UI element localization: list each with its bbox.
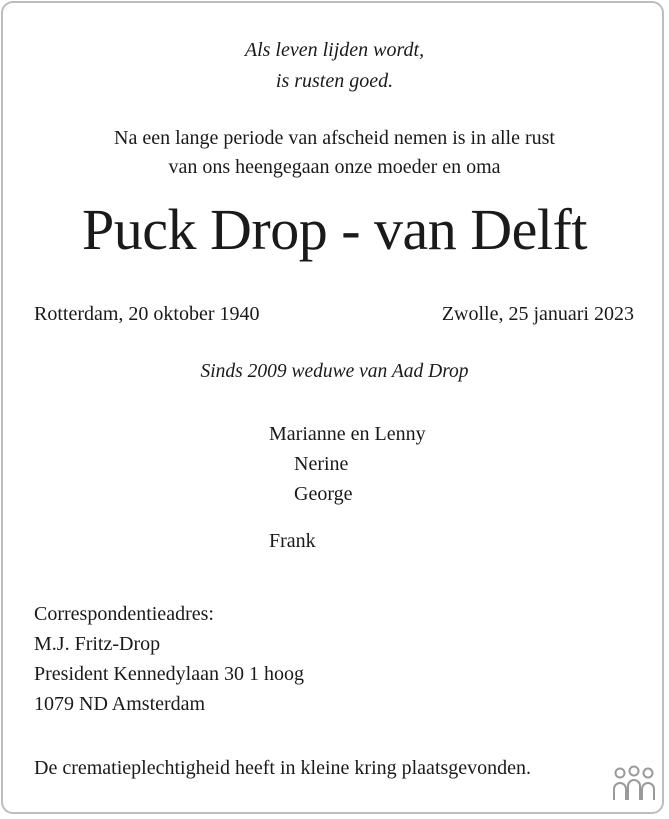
address-street: President Kennedylaan 30 1 hoog [34,663,304,685]
closing-line: De crematieplechtigheid heeft in kleine kring plaatsgevonden. [34,757,532,779]
people-group-icon [611,764,657,802]
family-line-2: Nerine [294,453,349,475]
family-line-1: Marianne en Lenny [269,423,426,445]
motto-line-1: Als leven lijden wordt, [244,39,425,61]
intro-line-2: van ons heengegaan onze moeder en oma [168,156,501,178]
intro-line-1: Na een lange periode van afscheid nemen is in alle rust [114,127,555,149]
address-heading: Correspondentieadres: [34,603,214,625]
family-line-3: George [294,483,353,505]
death-info: Zwolle, 25 januari 2023 [441,303,634,325]
widow-line: Sinds 2009 weduwe van Aad Drop [200,361,469,382]
family-line-4: Frank [269,530,316,552]
obituary-card [1,1,664,814]
birth-info: Rotterdam, 20 oktober 1940 [34,303,260,325]
deceased-name: Puck Drop - van Delft [82,197,587,262]
motto-line-2: is rusten goed. [275,70,394,92]
address-name: M.J. Fritz-Drop [34,633,161,655]
address-city: 1079 ND Amsterdam [34,693,206,715]
